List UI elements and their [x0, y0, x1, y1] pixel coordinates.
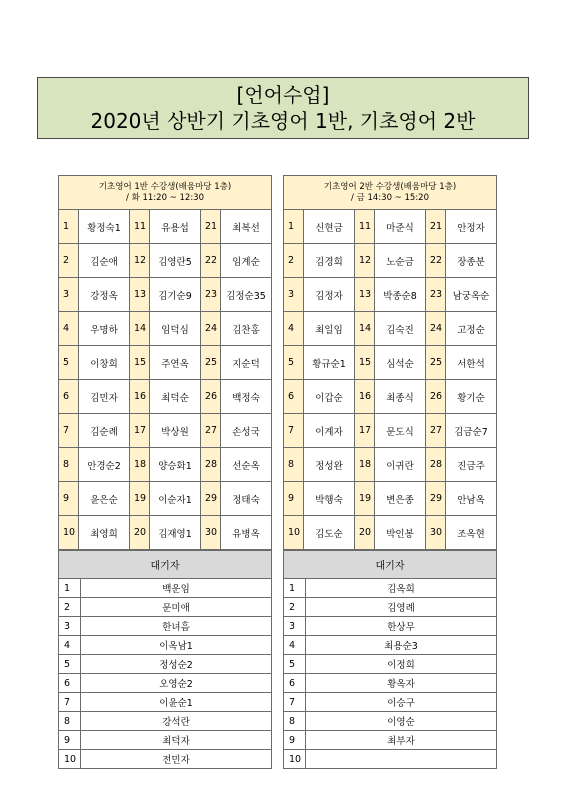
waitlist-number: 8 — [284, 712, 306, 731]
student-number: 8 — [59, 448, 79, 482]
student-number: 3 — [284, 278, 304, 312]
student-number: 1 — [59, 210, 79, 244]
student-number: 24 — [426, 312, 446, 346]
waitlist-name: 이승구 — [306, 693, 497, 712]
student-name: 문도식 — [375, 414, 426, 448]
student-number: 5 — [59, 346, 79, 380]
waitlist-row — [59, 674, 272, 693]
student-name: 최복선 — [221, 210, 272, 244]
table-row — [284, 380, 497, 414]
student-name: 이갑순 — [304, 380, 355, 414]
student-name: 박상원 — [150, 414, 201, 448]
student-number: 13 — [130, 278, 150, 312]
waitlist-number: 4 — [284, 636, 306, 655]
student-number: 9 — [284, 482, 304, 516]
student-name: 안남옥 — [446, 482, 497, 516]
student-number: 15 — [130, 346, 150, 380]
student-number: 4 — [284, 312, 304, 346]
student-name: 박행숙 — [304, 482, 355, 516]
waitlist-row — [284, 750, 497, 769]
table-row — [284, 244, 497, 278]
student-name: 임덕심 — [150, 312, 201, 346]
waitlist-name: 전민자 — [81, 750, 272, 769]
student-number: 30 — [426, 516, 446, 550]
student-number: 26 — [201, 380, 221, 414]
student-name: 주연옥 — [150, 346, 201, 380]
waitlist-row — [59, 579, 272, 598]
student-number: 2 — [284, 244, 304, 278]
waitlist-number: 2 — [284, 598, 306, 617]
student-name: 강정옥 — [79, 278, 130, 312]
class1-header — [59, 176, 272, 210]
student-name: 김숙진 — [375, 312, 426, 346]
waitlist-row — [59, 655, 272, 674]
waitlist-name: 최부자 — [306, 731, 497, 750]
waitlist-row — [59, 636, 272, 655]
student-number: 22 — [426, 244, 446, 278]
waitlist-number: 6 — [59, 674, 81, 693]
waitlist-row — [59, 731, 272, 750]
waitlist-name: 최용순3 — [306, 636, 497, 655]
student-name: 최덕순 — [150, 380, 201, 414]
student-number: 2 — [59, 244, 79, 278]
student-number: 4 — [59, 312, 79, 346]
student-number: 20 — [355, 516, 375, 550]
student-number: 25 — [201, 346, 221, 380]
waitlist-number: 3 — [59, 617, 81, 636]
student-name: 윤은순 — [79, 482, 130, 516]
waitlist-number: 9 — [284, 731, 306, 750]
student-name: 심석순 — [375, 346, 426, 380]
class2-header — [284, 176, 497, 210]
waitlist-name: 이영순 — [306, 712, 497, 731]
table-row — [284, 278, 497, 312]
waitlist-number: 7 — [284, 693, 306, 712]
waitlist-name: 김영례 — [306, 598, 497, 617]
waitlist-name: 백운임 — [81, 579, 272, 598]
waitlist-row — [284, 617, 497, 636]
student-number: 30 — [201, 516, 221, 550]
waitlist-row — [284, 579, 497, 598]
student-number: 11 — [355, 210, 375, 244]
waitlist-number: 10 — [59, 750, 81, 769]
waitlist-row — [59, 598, 272, 617]
student-name: 진금주 — [446, 448, 497, 482]
student-name: 정태숙 — [221, 482, 272, 516]
class2-waitlist-table — [283, 550, 497, 769]
waitlist-name: 이윤순1 — [81, 693, 272, 712]
waitlist-name: 김옥희 — [306, 579, 497, 598]
student-number: 14 — [130, 312, 150, 346]
student-name: 김금순7 — [446, 414, 497, 448]
waitlist-number: 8 — [59, 712, 81, 731]
title-banner — [37, 77, 529, 139]
waitlist-row — [284, 693, 497, 712]
waitlist-number: 5 — [59, 655, 81, 674]
student-number: 13 — [355, 278, 375, 312]
student-number: 1 — [284, 210, 304, 244]
student-number: 17 — [355, 414, 375, 448]
class2-enrollment-table — [283, 175, 497, 550]
student-name: 유용섭 — [150, 210, 201, 244]
class2-waitlist-title: 대기자 — [284, 551, 497, 579]
waitlist-name: 이정희 — [306, 655, 497, 674]
student-name: 유병옥 — [221, 516, 272, 550]
student-name: 박인봉 — [375, 516, 426, 550]
student-number: 27 — [201, 414, 221, 448]
table-row — [59, 244, 272, 278]
student-number: 17 — [130, 414, 150, 448]
student-name: 이귀란 — [375, 448, 426, 482]
student-name: 이계자 — [304, 414, 355, 448]
student-name: 황규순1 — [304, 346, 355, 380]
student-name: 지순덕 — [221, 346, 272, 380]
waitlist-number: 7 — [59, 693, 81, 712]
waitlist-name: 강석란 — [81, 712, 272, 731]
student-number: 5 — [284, 346, 304, 380]
student-name: 김정순35 — [221, 278, 272, 312]
waitlist-row — [284, 636, 497, 655]
table-row — [59, 380, 272, 414]
student-name: 백정숙 — [221, 380, 272, 414]
table-row — [59, 210, 272, 244]
student-name: 김순례 — [79, 414, 130, 448]
waitlist-number: 3 — [284, 617, 306, 636]
student-name: 김영란5 — [150, 244, 201, 278]
student-name: 남궁옥순 — [446, 278, 497, 312]
student-number: 19 — [355, 482, 375, 516]
student-name: 이창희 — [79, 346, 130, 380]
student-number: 25 — [426, 346, 446, 380]
waitlist-row — [284, 598, 497, 617]
student-name: 최영희 — [79, 516, 130, 550]
student-name: 선순옥 — [221, 448, 272, 482]
class1-enrollment-table — [58, 175, 272, 550]
class1-waitlist-title: 대기자 — [59, 551, 272, 579]
student-number: 10 — [284, 516, 304, 550]
student-number: 26 — [426, 380, 446, 414]
student-number: 12 — [130, 244, 150, 278]
student-number: 24 — [201, 312, 221, 346]
table-row — [59, 312, 272, 346]
student-name: 김민자 — [79, 380, 130, 414]
student-name: 고정순 — [446, 312, 497, 346]
student-name: 안정자 — [446, 210, 497, 244]
student-name: 박종순8 — [375, 278, 426, 312]
student-name: 우명하 — [79, 312, 130, 346]
waitlist-number: 1 — [59, 579, 81, 598]
class2-header-line-1: 기초영어 2반 수강생(배움마당 1층) — [323, 181, 457, 192]
student-number: 28 — [426, 448, 446, 482]
student-number: 10 — [59, 516, 79, 550]
class1-header-line-1: 기초영어 1반 수강생(배움마당 1층) — [98, 181, 232, 192]
waitlist-number: 10 — [284, 750, 306, 769]
student-number: 16 — [130, 380, 150, 414]
student-number: 6 — [59, 380, 79, 414]
student-number: 14 — [355, 312, 375, 346]
student-name: 안경순2 — [79, 448, 130, 482]
table-row — [284, 312, 497, 346]
student-name: 이순자1 — [150, 482, 201, 516]
waitlist-name: 이옥남1 — [81, 636, 272, 655]
student-number: 28 — [201, 448, 221, 482]
student-number: 15 — [355, 346, 375, 380]
student-number: 6 — [284, 380, 304, 414]
student-number: 9 — [59, 482, 79, 516]
table-row — [59, 516, 272, 550]
student-number: 27 — [426, 414, 446, 448]
student-name: 김정자 — [304, 278, 355, 312]
waitlist-name: 정성순2 — [81, 655, 272, 674]
student-number: 12 — [355, 244, 375, 278]
student-name: 황기순 — [446, 380, 497, 414]
student-number: 21 — [201, 210, 221, 244]
student-number: 7 — [284, 414, 304, 448]
student-name: 임계순 — [221, 244, 272, 278]
table-row — [284, 210, 497, 244]
student-name: 조옥현 — [446, 516, 497, 550]
waitlist-number: 5 — [284, 655, 306, 674]
waitlist-row — [59, 750, 272, 769]
table-row — [284, 346, 497, 380]
student-number: 18 — [130, 448, 150, 482]
student-number: 23 — [426, 278, 446, 312]
waitlist-number: 6 — [284, 674, 306, 693]
student-number: 22 — [201, 244, 221, 278]
student-name: 최종식 — [375, 380, 426, 414]
waitlist-name: 황옥자 — [306, 674, 497, 693]
waitlist-name — [306, 750, 497, 769]
student-number: 8 — [284, 448, 304, 482]
waitlist-number: 2 — [59, 598, 81, 617]
table-row — [284, 414, 497, 448]
student-name: 손성국 — [221, 414, 272, 448]
table-row — [59, 414, 272, 448]
student-name: 황정숙1 — [79, 210, 130, 244]
class2-panel — [283, 175, 496, 769]
waitlist-row — [284, 712, 497, 731]
class2-header-line-2: / 금 14:30 ~ 15:20 — [351, 192, 429, 203]
waitlist-number: 9 — [59, 731, 81, 750]
title-line-1: [언어수업] — [236, 83, 330, 107]
waitlist-row — [284, 731, 497, 750]
waitlist-number: 1 — [284, 579, 306, 598]
student-name: 김도순 — [304, 516, 355, 550]
student-name: 변은종 — [375, 482, 426, 516]
student-name: 김기순9 — [150, 278, 201, 312]
table-row — [284, 516, 497, 550]
student-number: 7 — [59, 414, 79, 448]
table-row — [284, 482, 497, 516]
waitlist-row — [284, 655, 497, 674]
student-name: 장종분 — [446, 244, 497, 278]
class1-header-line-2: / 화 11:20 ~ 12:30 — [126, 192, 204, 203]
student-name: 최일임 — [304, 312, 355, 346]
class1-waitlist-table — [58, 550, 272, 769]
student-name: 김경희 — [304, 244, 355, 278]
waitlist-row — [59, 712, 272, 731]
student-name: 김순애 — [79, 244, 130, 278]
waitlist-name: 오영순2 — [81, 674, 272, 693]
table-row — [59, 448, 272, 482]
table-row — [59, 278, 272, 312]
student-name: 김찬홍 — [221, 312, 272, 346]
student-name: 양승화1 — [150, 448, 201, 482]
student-name: 서한석 — [446, 346, 497, 380]
student-name: 정성완 — [304, 448, 355, 482]
waitlist-name: 한녀흠 — [81, 617, 272, 636]
student-name: 김재영1 — [150, 516, 201, 550]
waitlist-row — [284, 674, 497, 693]
student-number: 29 — [201, 482, 221, 516]
student-name: 마준식 — [375, 210, 426, 244]
student-number: 19 — [130, 482, 150, 516]
student-number: 3 — [59, 278, 79, 312]
waitlist-name: 최덕자 — [81, 731, 272, 750]
waitlist-row — [59, 617, 272, 636]
student-name: 노순금 — [375, 244, 426, 278]
student-number: 16 — [355, 380, 375, 414]
student-number: 18 — [355, 448, 375, 482]
class1-panel — [58, 175, 271, 769]
table-row — [284, 448, 497, 482]
title-line-2: 2020년 상반기 기초영어 1반, 기초영어 2반 — [90, 109, 476, 133]
student-number: 23 — [201, 278, 221, 312]
student-number: 29 — [426, 482, 446, 516]
student-number: 20 — [130, 516, 150, 550]
student-number: 11 — [130, 210, 150, 244]
waitlist-name: 한상무 — [306, 617, 497, 636]
table-row — [59, 346, 272, 380]
waitlist-number: 4 — [59, 636, 81, 655]
student-number: 21 — [426, 210, 446, 244]
waitlist-row — [59, 693, 272, 712]
table-row — [59, 482, 272, 516]
waitlist-name: 문미애 — [81, 598, 272, 617]
student-name: 신현금 — [304, 210, 355, 244]
